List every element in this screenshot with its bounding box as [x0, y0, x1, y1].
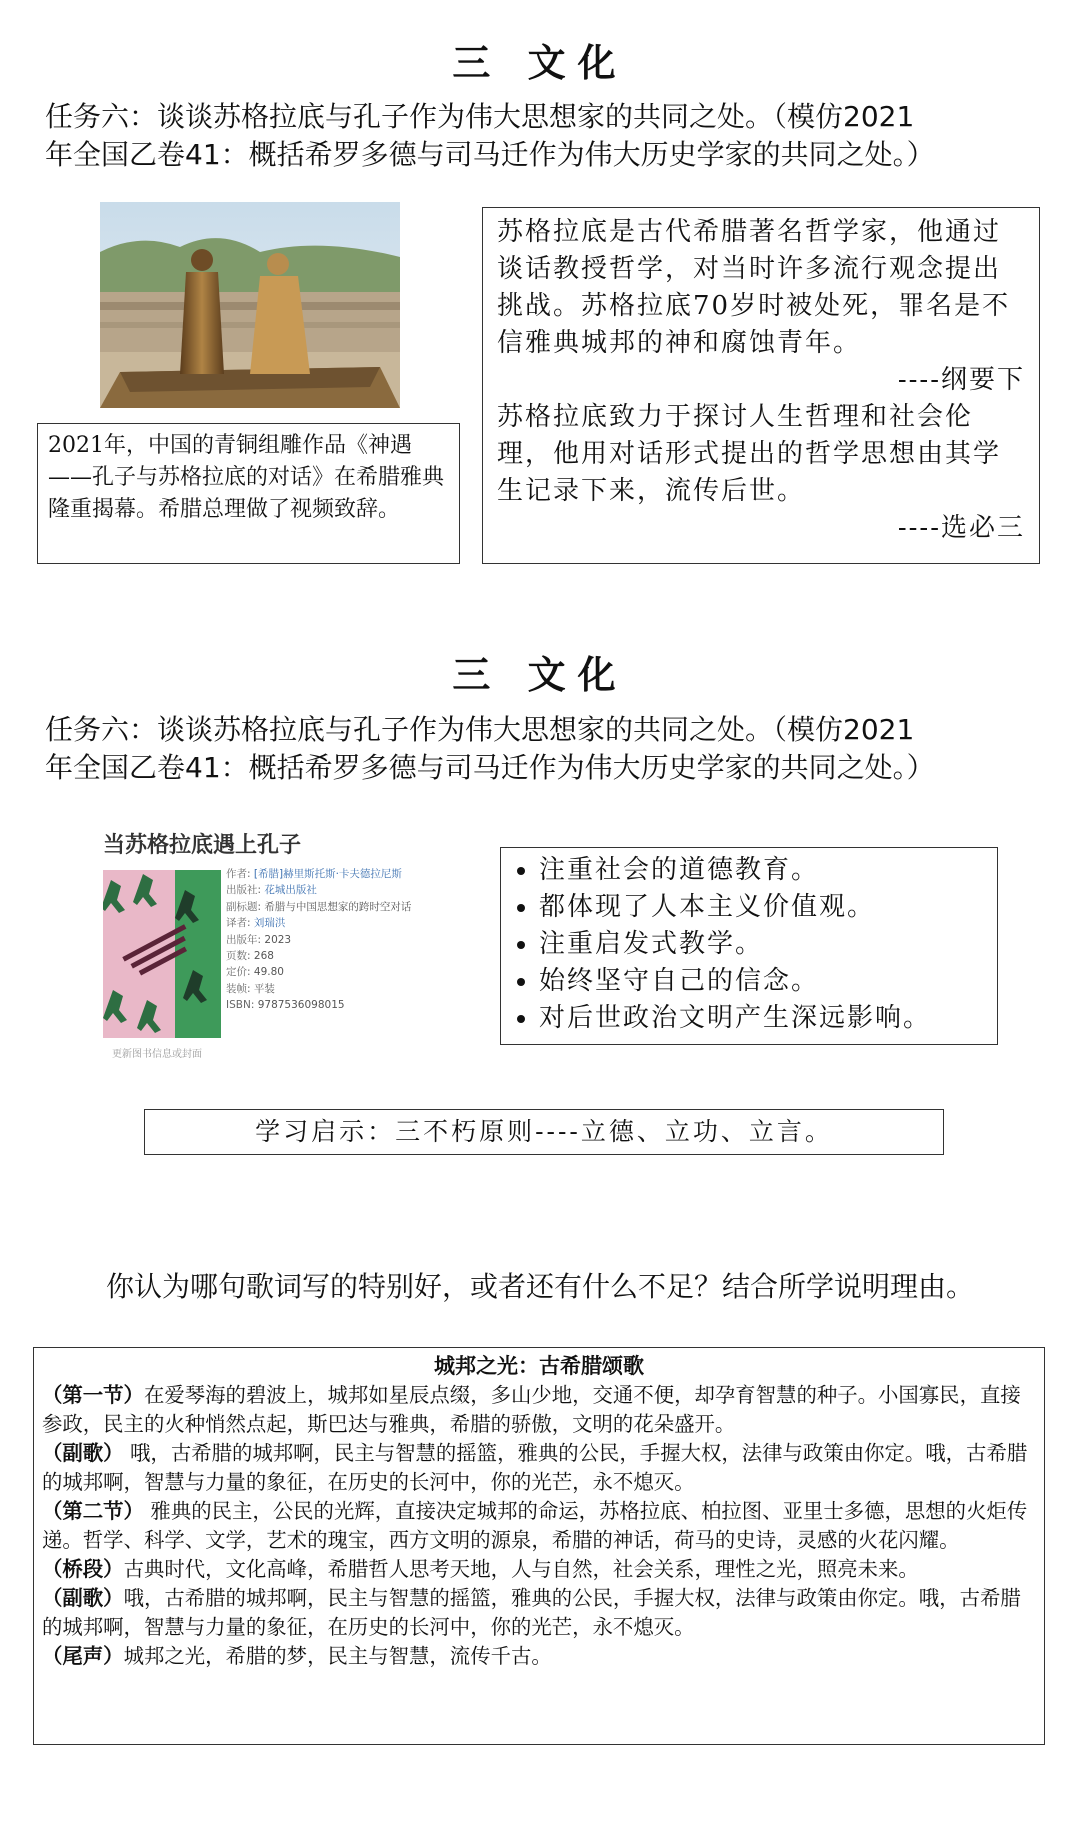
section2-task-line1: 任务六：谈谈苏格拉底与孔子作为伟大思想家的共同之处。（模仿2021 [45, 713, 915, 746]
book-price-label: 定价: [226, 966, 251, 979]
quote-elective-source: ----选必三 [897, 513, 1025, 543]
song-lyrics-box [33, 1347, 1045, 1745]
quote-elective: 苏格拉底致力于探讨人生哲理和社会伦理，他用对话形式提出的哲学思想由其学生记录下来，流传后世。 [497, 402, 1002, 506]
verse-label: （尾声） [42, 1644, 124, 1668]
verse-label: （副歌） [42, 1441, 124, 1465]
book-price: 49.80 [253, 966, 284, 979]
textbook-quote-box [482, 207, 1040, 564]
quote-outline-source: ----纲要下 [897, 365, 1025, 395]
section1-task-line2: 年全国乙卷41：概括希罗多德与司马迁作为伟大历史学家的共同之处。） [45, 138, 935, 171]
verse-label: （第一节） [42, 1383, 144, 1407]
common-point: • 对后世政治文明产生深远影响。 [539, 1000, 985, 1037]
verse-text: 在爱琴海的碧波上，城邦如星辰点缀，多山少地，交通不便，却孕育智慧的种子。小国寡民，直接参政，民主的火种悄然点起，斯巴达与雅典，希腊的骄傲，文明的花朵盛开。 [42, 1383, 1021, 1436]
book-translator-label: 译者: [226, 917, 251, 930]
verse-text: 古典时代，文化高峰，希腊哲人思考天地，人与自然，社会关系，理性之光，照亮未来。 [123, 1557, 919, 1581]
discussion-question: 你认为哪句歌词写的特别好，或者还有什么不足？结合所学说明理由。 [105, 1270, 974, 1303]
book-year-row [226, 932, 411, 948]
photo-caption-box [37, 423, 460, 564]
book-title: 当苏格拉底遇上孔子 [103, 833, 302, 858]
common-points-box [500, 847, 998, 1045]
verse-text: 哦，古希腊的城邦啊，民主与智慧的摇篮，雅典的公民，手握大权，法律与政策由你定。哦，古希腊的城邦啊，智慧与力量的象征，在历史的长河中，你的光芒，永不熄灭。 [42, 1586, 1021, 1639]
song-verse [42, 1381, 1036, 1439]
book-publisher-link[interactable]: 花城出版社 [264, 884, 317, 897]
book-publisher-label: 出版社: [226, 884, 262, 897]
book-isbn-label: ISBN: [226, 999, 255, 1012]
book-translator-link[interactable]: 刘瑞洪 [253, 917, 286, 930]
book-isbn: 9787536098015 [257, 999, 345, 1012]
book-cover [103, 870, 221, 1038]
song-verse [42, 1439, 1036, 1497]
section1-heading: 三 文化 [452, 41, 628, 85]
book-translator-row [226, 915, 411, 931]
section2-task [45, 711, 1045, 787]
learning-insight: 学习启示：三不朽原则----立德、立功、立言。 [255, 1117, 833, 1146]
quote-outline: 苏格拉底是古代希腊著名哲学家，他通过谈话教授哲学，对当时许多流行观念提出挑战。苏格拉底70岁时被处死，罪名是不信雅典城邦的神和腐蚀青年。 [497, 217, 1011, 358]
book-subtitle-label: 副标题: [226, 900, 262, 913]
book-pages-row [226, 948, 411, 964]
statue-photo [100, 202, 400, 408]
book-author-row [226, 866, 411, 882]
book-pages: 268 [253, 950, 274, 963]
book-binding-label: 装帧: [226, 982, 251, 995]
verse-text: 城邦之光，希腊的梦，民主与智慧，流传千古。 [123, 1644, 552, 1668]
song-verse [42, 1584, 1036, 1642]
common-points-list [513, 852, 985, 1037]
song-verse [42, 1642, 1036, 1671]
photo-caption: 2021年，中国的青铜组雕作品《神遇——孔子与苏格拉底的对话》在希腊雅典隆重揭幕。希腊总理做了视频致辞。 [48, 433, 445, 522]
song-verse [42, 1497, 1036, 1555]
book-info [226, 866, 411, 1014]
section1-task-line1: 任务六：谈谈苏格拉底与孔子作为伟大思想家的共同之处。（模仿2021 [45, 100, 915, 133]
book-cover-image [103, 870, 221, 1038]
book-binding: 平装 [253, 982, 275, 995]
section2-heading: 三 文化 [452, 653, 628, 697]
section1-task [45, 98, 1045, 174]
common-point: • 注重社会的道德教育。 [539, 852, 985, 889]
learning-insight-box [144, 1109, 944, 1155]
book-isbn-row [226, 997, 411, 1013]
song-verse [42, 1555, 1036, 1584]
song-title: 城邦之光：古希腊颂歌 [434, 1354, 644, 1378]
book-subtitle-row [226, 899, 411, 915]
verse-text: 雅典的民主，公民的光辉，直接决定城邦的命运，苏格拉底、柏拉图、亚里士多德，思想的火炬传递。哲学、科学、文学，艺术的瑰宝，西方文明的源泉，希腊的神话，荷马的史诗，灵感的火花闪耀。 [42, 1499, 1028, 1552]
book-year: 2023 [264, 933, 292, 946]
common-point: • 注重启发式教学。 [539, 926, 985, 963]
book-year-label: 出版年: [226, 933, 262, 946]
book-subtitle: 希腊与中国思想家的跨时空对话 [264, 900, 412, 913]
common-point: • 始终坚守自己的信念。 [539, 963, 985, 1000]
book-pages-label: 页数: [226, 950, 251, 963]
common-point: • 都体现了人本主义价值观。 [539, 889, 985, 926]
book-author-label: 作者: [226, 868, 251, 880]
verse-label: （副歌） [42, 1586, 124, 1610]
book-publisher-row [226, 882, 411, 898]
book-price-row [226, 964, 411, 980]
book-author-link[interactable]: [希腊]赫里斯托斯·卡夫德拉尼斯 [253, 868, 402, 880]
book-binding-row [226, 981, 411, 997]
verse-label: （桥段） [42, 1557, 124, 1581]
verse-label: （第二节） [42, 1499, 144, 1523]
verse-text: 哦，古希腊的城邦啊，民主与智慧的摇篮，雅典的公民，手握大权，法律与政策由你定。哦，古希腊的城邦啊，智慧与力量的象征，在历史的长河中，你的光芒，永不熄灭。 [42, 1441, 1028, 1494]
statue-photo-image [100, 202, 400, 408]
section2-task-line2: 年全国乙卷41：概括希罗多德与司马迁作为伟大历史学家的共同之处。） [45, 751, 935, 784]
book-update-link[interactable]: 更新图书信息或封面 [112, 1049, 202, 1060]
